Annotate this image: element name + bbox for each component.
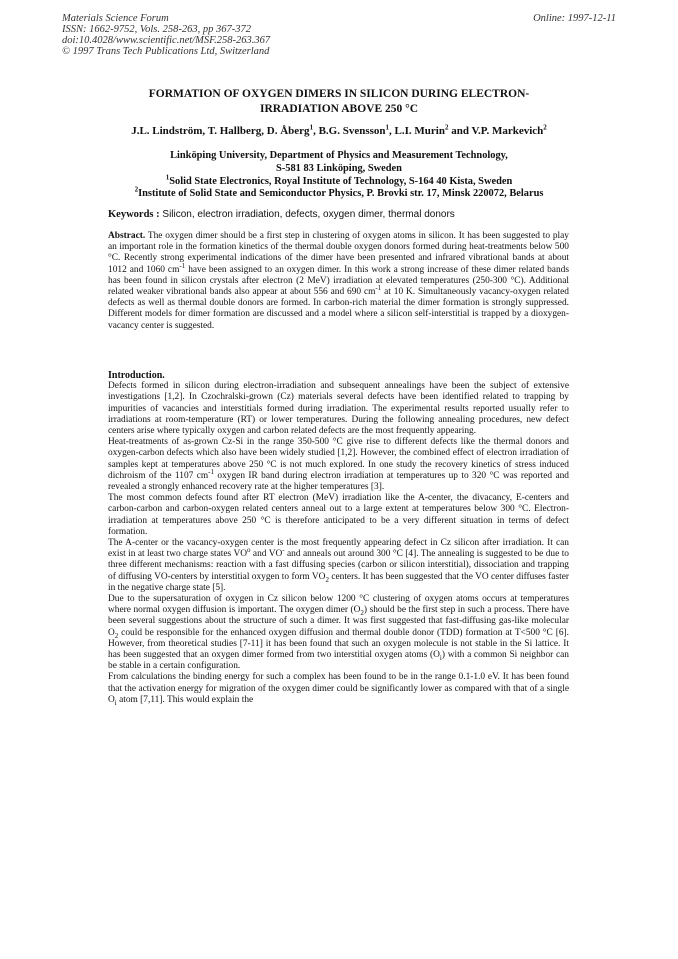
superscript: -: [282, 546, 285, 555]
affiliation-line: Linköping University, Department of Physics and Measurement Technology,: [170, 150, 508, 161]
title-line-2: IRRADIATION ABOVE 250 °C: [259, 103, 419, 115]
superscript: -1: [208, 467, 215, 476]
author-segment: J.L. Lindström, T. Hallberg, D. Åberg: [131, 125, 310, 137]
copyright-line: © 1997 Trans Tech Publications Ltd, Switzerland: [62, 46, 270, 57]
affil-marker: 1: [165, 173, 170, 182]
intro-paragraph-3: The most common defects found after RT electron (MeV) irradiation like the A-center, the divacancy, E-centers and carbon-carbon and carbon-oxygen related centers anneal out to a large extent at temperatures below 300 °C. Electron-irradiation at temperatures above 250 °C is therefore anticipated to be a very different situation in terms of defect formation.: [108, 493, 569, 537]
affiliation-line: S-581 83 Linköping, Sweden: [276, 162, 402, 174]
issn-line: ISSN: 1662-9752, Vols. 258-263, pp 367-372: [62, 24, 251, 35]
affil-text: Solid State Electronics, Royal Institute of Technology, S-164 40 Kista, Sweden: [169, 175, 513, 187]
affil-marker: 1: [309, 123, 314, 132]
affiliation-line: [100, 185, 578, 201]
affil-marker: 2: [134, 185, 139, 194]
intro-paragraph-6: [108, 672, 569, 706]
abstract-label: Abstract.: [108, 231, 146, 241]
keywords-text: Silicon, electron irradiation, defects, oxygen dimer, thermal donors: [159, 209, 455, 220]
section-heading: Introduction.: [108, 370, 165, 381]
keywords-label: Keywords :: [108, 209, 160, 220]
author-segment: , L.I. Murin: [389, 125, 445, 137]
subscript: i: [439, 653, 442, 662]
text-run: ) should be the first step in such a process. There have been several suggestions about the structure of such a dimer. It was first suggested that fast-diffusing gas-like molecular O: [108, 605, 569, 638]
superscript: -1: [375, 283, 382, 292]
paper-title: [108, 87, 570, 117]
text-run: oxygen IR band during electron irradiation at temperatures up to 320 °C was reported and revealed a strongly enhanced recovery rate at the higher temperatures [3].: [108, 470, 569, 493]
text-run: could be responsible for the enhanced oxygen diffusion and thermal double donor (TDD) formation at T<500 °C [6]. However, from theoretical studies [7-11] it has been found that such an oxygen molecule is not stable in the Si lattice. It has been suggested that an oxygen dimer formed from two interstitial oxygen atoms (O: [108, 627, 569, 661]
affiliation-line: [100, 173, 578, 189]
affil-marker: 1: [385, 123, 390, 132]
text-run: Heat-treatments of as-grown Cz-Si in the range 350-500 °C give rise to different defects like the thermal donors and oxygen-carbon defects which also have been widely studied [1,2]. However, the combined effect of electron irradiation of samples kept at temperatures above 250 °C is not much explored. In one study the recovery kinetics of stress induced dichroism of the 1107 cm: [108, 437, 569, 481]
affil-text: Institute of Solid State and Semiconductor Physics, P. Brovki str. 17, Minsk 220072, Belarus: [138, 188, 544, 200]
abstract: [108, 231, 569, 332]
title-line-1: FORMATION OF OXYGEN DIMERS IN SILICON DURING ELECTRON-: [148, 88, 530, 100]
text-run: centers. It has been suggested that the VO center diffuses faster in the negative charge state [5].: [108, 571, 569, 593]
author-list: [100, 125, 578, 137]
subscript: 2: [325, 575, 329, 584]
doi-line: doi:10.4028/www.scientific.net/MSF.258-263.367: [62, 35, 271, 46]
text-run: Due to the supersaturation of oxygen in Cz silicon below 1200 °C clustering of oxygen atoms occurs at temperatures where normal oxygen diffusion is important. The oxygen dimer (O: [108, 594, 569, 616]
keywords: [108, 209, 568, 220]
text-run: at 10 K. Simultaneously vacancy-oxygen related defects as well as thermal double donors are formed. In carbon-rich material the dimer formation is strongly suppressed. Different models for dimer formation are discussed and a model where a silicon self-interstitial is trapped by a dioxygen-vacancy center is suggested.: [108, 287, 569, 331]
abstract-paragraph: [108, 231, 569, 332]
author-segment: and V.P. Markevich: [448, 125, 544, 137]
text-run: atom [7,11]. This would explain the: [116, 694, 254, 705]
text-run: have been assigned to an oxygen dimer. In this work a strong increase of these dimer related bands has been found in silicon crystals after electron (2 MeV) irradiation at elevated temperatures (250-300 °C). Additional related weaker vibrational bands also appear at about 556 and 690 cm: [108, 264, 569, 298]
author-segment: , B.G. Svensson: [313, 125, 386, 137]
subscript: i: [114, 698, 117, 707]
intro-paragraph-1: Defects formed in silicon during electron-irradiation and subsequent annealings have been the subject of extensive investigations [1,2]. In Czochralski-grown (Cz) materials several defects have been identified related to trapping by impurities of vacancies and interstitials formed during irradiation. The experimental results reported usually refer to irradiations at room-temperature (RT) or lower temperatures. During the following annealing procedures, new defect centers arise where typically oxygen and carbon related defects are the most frequently appearing.: [108, 381, 569, 437]
text-run: and VO: [250, 549, 283, 560]
text-run: ) with a common Si neighbor can be stable in a certain configuration.: [108, 650, 569, 672]
affil-marker: 2: [444, 123, 449, 132]
online-date: Online: 1997-12-11: [533, 13, 616, 24]
journal-name: Materials Science Forum: [62, 13, 169, 24]
subscript: 2: [114, 631, 119, 640]
affil-marker: 2: [543, 123, 547, 132]
superscript: -1: [179, 261, 186, 270]
superscript: o: [246, 546, 251, 555]
subscript: 2: [360, 609, 364, 618]
journal-header: [62, 13, 616, 57]
intro-paragraph-2: [108, 437, 569, 493]
text-run: The oxygen dimer should be a first step in clustering of oxygen atoms in silicon. It has been suggested to play an important role in the formation kinetics of the thermal double oxygen donors formed during heat-treatments below 500 °C. Recently strong experimental indications of the dimer have been presented and infrared vibrational bands at about 1012 and 1060 cm: [108, 231, 569, 275]
text-run: and anneals out around 300 °C [4]. The annealing is suggested to be due to three different mechanisms: reaction with a fast diffusing species (carbon or silicon interstitial), dissociation and trapping of diffusing VO-centers by interstitial oxygen to form VO: [108, 549, 569, 582]
text-run: The A-center or the vacancy-oxygen center is the most frequently appearing defect in Cz silicon after irradiation. It can exist in at least two charge states VO: [108, 538, 569, 560]
intro-paragraph-5: [108, 594, 569, 672]
intro-paragraph-4: [108, 538, 569, 594]
text-run: From calculations the binding energy for such a complex has been found to be in the range 0.1-1.0 eV. It has been found that the activation energy for migration of the oxygen dimer could be significantly lower as compared with that of a single O: [108, 672, 569, 705]
introduction-section: [108, 370, 569, 706]
affiliations: [100, 150, 578, 201]
